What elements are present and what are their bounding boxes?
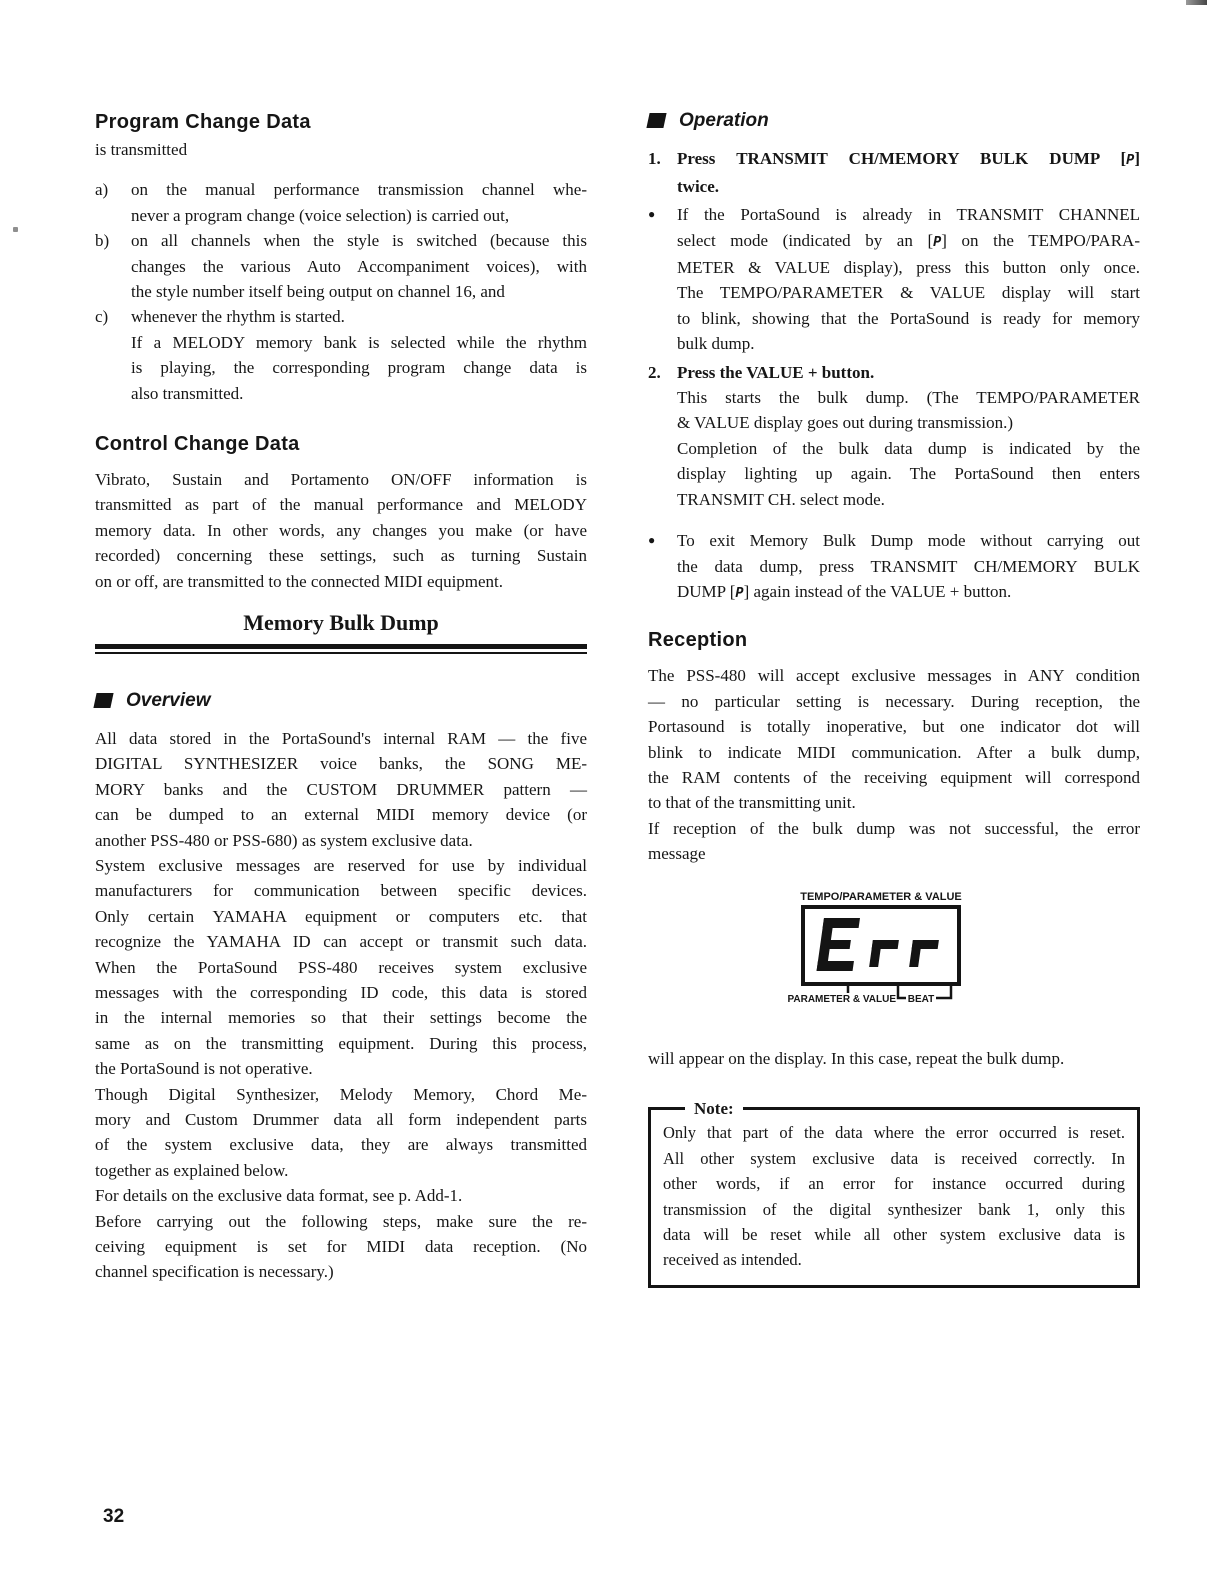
- subheading-operation: [648, 108, 1140, 133]
- list-item-text: [131, 228, 587, 304]
- left-column: [95, 110, 587, 1285]
- text-line: All other system exclusive data is received correctly. In: [663, 1148, 1125, 1168]
- right-column: [648, 108, 1140, 1288]
- scan-artifact-top-right: [1186, 0, 1207, 5]
- list-item-text: [131, 177, 587, 228]
- text-line: recorded) concerning these settings, such as turning Sustain: [95, 546, 587, 566]
- paragraph: [95, 467, 587, 594]
- text-line: & VALUE display goes out during transmission.): [677, 413, 1014, 433]
- paragraph: [131, 177, 587, 228]
- heading-program-change-data: Program Change Data: [95, 111, 311, 133]
- text-line: on the manual performance transmission channel whe-: [131, 180, 587, 200]
- text-line: This starts the bulk dump. (The TEMPO/PARAMETER: [677, 388, 1140, 408]
- text-line: received as intended.: [663, 1250, 802, 1270]
- memory-bulk-dump-header: [95, 610, 587, 653]
- after-display-text: [648, 1046, 1140, 1071]
- text-line: of the system exclusive data, they are always transmitted: [95, 1135, 587, 1155]
- text-line: data will be reset while all other system exclusive data is: [663, 1225, 1125, 1244]
- list-marker: c): [95, 307, 109, 327]
- paragraph: [131, 330, 587, 406]
- text-line: If the PortaSound is already in TRANSMIT CHANNEL: [677, 205, 1140, 225]
- heading-memory-bulk-dump: Memory Bulk Dump: [243, 610, 439, 636]
- paragraph: [677, 436, 1140, 512]
- reception-body: [648, 663, 1140, 866]
- text-line: transmitted as part of the manual performance and MELODY: [95, 495, 587, 515]
- text-line: bulk dump.: [677, 334, 755, 354]
- text-line: message: [648, 844, 706, 864]
- text-line: on all channels when the style is switched (because this: [131, 231, 587, 251]
- text-line: channel specification is necessary.): [95, 1262, 334, 1282]
- paragraph: [677, 528, 1140, 606]
- paragraph: [95, 1082, 587, 1184]
- text-line: is playing, the corresponding program change data is: [131, 358, 587, 378]
- paragraph: [648, 663, 1140, 815]
- text-line: manufacturers for communication between specific devices.: [95, 881, 587, 901]
- text-line: To exit Memory Bulk Dump mode without carrying out: [677, 531, 1140, 551]
- text-line: — no particular setting is necessary. During reception, the: [648, 691, 1140, 711]
- text-line: also transmitted.: [131, 383, 244, 403]
- note-body: [663, 1120, 1125, 1272]
- lcd-display-figure: [740, 887, 1020, 1018]
- callout-bracket-left: [898, 984, 906, 998]
- heading-control-change-data: Control Change Data: [95, 433, 300, 456]
- operation-step-1: [648, 146, 1140, 199]
- paragraph: [95, 1209, 587, 1285]
- step-number: 2.: [648, 362, 661, 382]
- text-line: twice.: [677, 176, 720, 196]
- text-line: recognize the YAMAHA ID can accept or transmit such data.: [95, 932, 587, 952]
- text-line: Press the VALUE + button.: [677, 362, 875, 382]
- paragraph: [648, 816, 1140, 867]
- step-number: 1.: [648, 149, 661, 169]
- operation-step-2: [648, 360, 1140, 512]
- text-line: The TEMPO/PARAMETER & VALUE display will start: [677, 283, 1140, 303]
- note-label: Note:: [685, 1096, 743, 1121]
- text-line: System exclusive messages are reserved for use by individual: [95, 855, 587, 875]
- subheading-overview-label: Overview: [126, 689, 211, 711]
- text-line: the RAM contents of the receiving equipment will correspond: [648, 767, 1140, 787]
- text-line: ceiving equipment is set for MIDI data reception. (No: [95, 1237, 587, 1257]
- paragraph: [677, 385, 1140, 436]
- bullet-text: [677, 528, 1140, 606]
- text-line: the style number itself being output on channel 16, and: [131, 282, 505, 302]
- text-line: the data dump, press TRANSMIT CH/MEMORY BULK: [677, 556, 1140, 576]
- subheading-overview: [95, 688, 587, 713]
- paragraph: [131, 304, 587, 329]
- text-line: Before carrying out the following steps, make sure the re-: [95, 1211, 587, 1231]
- text-line: same as on the transmitting equipment. During this process,: [95, 1033, 587, 1053]
- list-marker: a): [95, 180, 109, 200]
- text-line: mory and Custom Drummer data all form independent parts: [95, 1110, 587, 1129]
- text-line: changes the various Auto Accompaniment voices), with: [131, 256, 587, 276]
- page-number: 32: [103, 1506, 125, 1527]
- text-line: Portasound is totally inoperative, but one indicator dot will: [648, 717, 1140, 737]
- black-square-icon: [93, 693, 113, 708]
- text-line: The PSS-480 will accept exclusive messages in ANY condition: [648, 666, 1140, 686]
- text-line: the PortaSound is not operative.: [95, 1059, 313, 1079]
- paragraph: [95, 1183, 587, 1208]
- text-line: memory data. In other words, any changes you make (or have: [95, 520, 587, 540]
- text-line: Vibrato, Sustain and Portamento ON/OFF information is: [95, 470, 587, 490]
- text-line: When the PortaSound PSS-480 receives system exclusive: [95, 957, 587, 977]
- text-line: If a MELODY memory bank is selected while the rhythm: [131, 332, 587, 352]
- double-rule: [95, 644, 587, 654]
- list-item: [95, 177, 587, 228]
- list-item-text: [131, 304, 587, 406]
- text-line: will appear on the display. In this case, repeat the bulk dump.: [648, 1048, 1065, 1068]
- text-line: on or off, are transmitted to the connected MIDI equipment.: [95, 571, 504, 591]
- text-line: If reception of the bulk dump was not successful, the error: [648, 818, 1140, 838]
- operation-bullet-2: [648, 528, 1140, 606]
- scan-artifact-dot: [13, 227, 18, 232]
- step-bold-line: [677, 360, 1140, 385]
- text-line: Though Digital Synthesizer, Melody Memory, Chord Me-: [95, 1084, 587, 1104]
- step-text: [677, 360, 1140, 512]
- black-square-icon: [646, 113, 666, 128]
- text-line: select mode (indicated by an [P] on the TEMPO/PARA-: [677, 230, 1140, 250]
- text-line: Only that part of the data where the error occurred is reset.: [663, 1123, 1125, 1143]
- paragraph: [663, 1120, 1125, 1272]
- text-line: whenever the rhythm is started.: [131, 307, 345, 327]
- text-line: to that of the transmitting unit.: [648, 793, 856, 813]
- paragraph: [677, 202, 1140, 356]
- callout-bracket-right: [936, 984, 951, 998]
- display-bottom-left-label: PARAMETER & VALUE: [787, 993, 896, 1005]
- list-item: [95, 228, 587, 304]
- text-line: display lighting up again. The PortaSound then enters: [677, 464, 1140, 484]
- bullet-icon: ●: [648, 533, 656, 548]
- text-line: Press TRANSMIT CH/MEMORY BULK DUMP [P]: [677, 149, 1140, 169]
- paragraph: [95, 726, 587, 853]
- text-line: For details on the exclusive data format, see p. Add-1.: [95, 1186, 463, 1206]
- text-line: another PSS-480 or PSS-680) as system exclusive data.: [95, 830, 473, 850]
- paragraph: [677, 360, 1140, 385]
- operation-steps: [648, 146, 1140, 606]
- note-box: [648, 1099, 1140, 1287]
- text-line: never a program change (voice selection) is carried out,: [131, 205, 510, 225]
- display-top-label: TEMPO/PARAMETER & VALUE: [800, 890, 962, 903]
- paragraph: [131, 228, 587, 304]
- text-line: can be dumped to an external MIDI memory device (or: [95, 805, 587, 825]
- subheading-operation-label: Operation: [679, 110, 769, 131]
- text-line: MORY banks and the CUSTOM DRUMMER pattern —: [95, 779, 587, 799]
- text-line: Only certain YAMAHA equipment or computers etc. that: [95, 906, 587, 926]
- text-line: in the internal memories so that their settings become the: [95, 1008, 587, 1028]
- text-line: Completion of the bulk data dump is indicated by the: [677, 438, 1140, 458]
- paragraph: [95, 853, 587, 1082]
- step-body: [677, 385, 1140, 512]
- control-change-paragraph: [95, 467, 587, 594]
- text-line: transmission of the digital synthesizer bank 1, only this: [663, 1199, 1125, 1219]
- lcd-display-drawing: [740, 887, 1020, 1011]
- text-line: together as explained below.: [95, 1160, 289, 1180]
- text-line: DIGITAL SYNTHESIZER voice banks, the SONG ME-: [95, 754, 587, 774]
- overview-body: [95, 726, 587, 1285]
- text-line: METER & VALUE display), press this button only once.: [677, 258, 1140, 278]
- program-change-list: [95, 177, 587, 406]
- paragraph: [677, 146, 1140, 199]
- list-marker: b): [95, 231, 110, 251]
- text-line: messages with the corresponding ID code, this data is stored: [95, 982, 587, 1002]
- heading-reception: Reception: [648, 629, 748, 652]
- text-line: All data stored in the PortaSound's internal RAM — the five: [95, 728, 587, 748]
- text-line: other words, if an error for instance occurred during: [663, 1174, 1125, 1194]
- display-beat-label: BEAT: [907, 993, 935, 1005]
- program-change-intro: is transmitted: [95, 140, 188, 159]
- text-line: to blink, showing that the PortaSound is ready for memory: [677, 308, 1140, 328]
- text-line: DUMP [P] again instead of the VALUE + button.: [677, 581, 1012, 601]
- list-item: [95, 304, 587, 406]
- operation-bullet-1: [648, 202, 1140, 356]
- step-text: [677, 146, 1140, 199]
- bullet-text: [677, 202, 1140, 356]
- text-line: TRANSMIT CH. select mode.: [677, 489, 885, 509]
- text-line: blink to indicate MIDI communication. After a bulk dump,: [648, 742, 1140, 762]
- bullet-icon: ●: [648, 207, 656, 222]
